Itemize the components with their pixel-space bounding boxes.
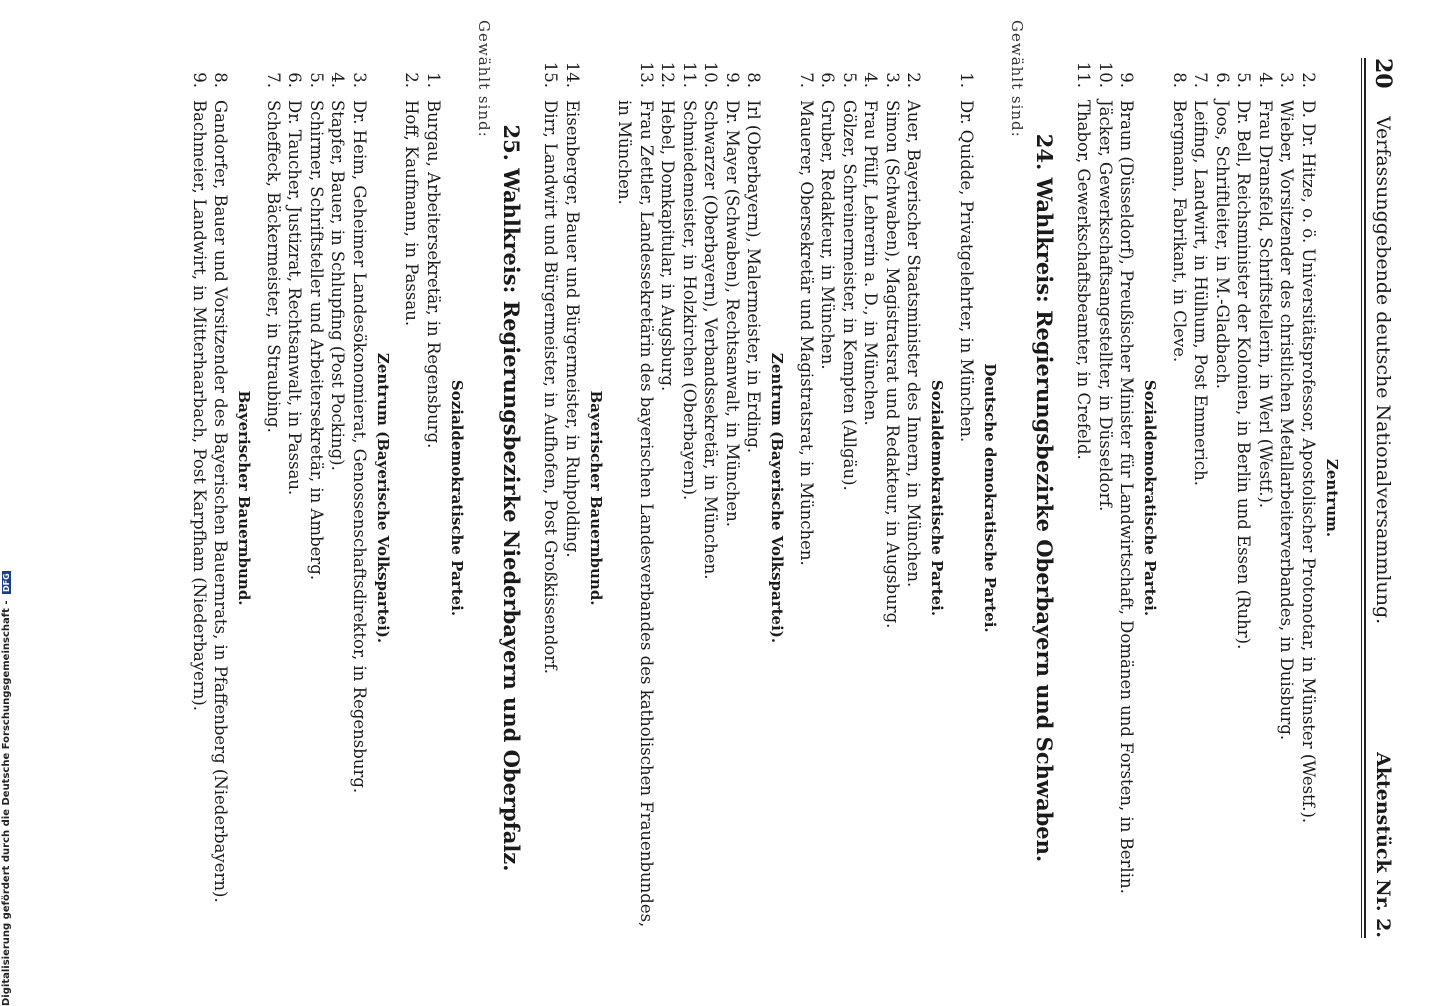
member-entry <box>349 58 371 938</box>
member-entry <box>956 58 978 938</box>
entry-text: Leifing, Landwirt, in Hülhum, Post Emmerich. <box>1191 100 1211 486</box>
member-entry <box>540 58 562 938</box>
member-entry <box>327 58 349 938</box>
member-entry <box>796 58 818 938</box>
entry-text: Eisenberger, Bauer und Bürgermeister, in Ruhpolding. <box>563 100 582 558</box>
member-entry <box>1255 58 1277 938</box>
entry-number: 2. <box>1299 72 1318 88</box>
entry-number: 9. <box>723 72 742 88</box>
party-heading: Zentrum (Bayerische Volkspartei). <box>768 352 787 644</box>
entry-number: 9. <box>190 72 209 88</box>
entry-text: Gruber, Redakteur, in München. <box>818 100 838 370</box>
entry-number: 3. <box>350 72 369 88</box>
party-heading: Sozialdemokratische Partei. <box>448 379 466 617</box>
entry-text: Mauerer, Obersekretär und Magistratsrat, in München. <box>797 100 816 566</box>
member-entry <box>679 58 701 938</box>
party-heading: Zentrum (Bayerische Volkspartei). <box>374 352 392 644</box>
member-entry <box>1169 58 1191 938</box>
entry-number: 4. <box>1256 72 1275 88</box>
member-entry <box>1095 58 1117 938</box>
district-24-members <box>540 58 999 938</box>
entry-number: 3. <box>883 72 902 88</box>
member-entry <box>189 58 211 938</box>
member-entry <box>562 58 584 938</box>
entry-number: 7. <box>1191 72 1211 88</box>
member-entry <box>882 58 904 938</box>
district-25-heading: 25. Wahlkreis: Regierungsbezirke Niederbayern und Oberpfalz. <box>499 124 524 872</box>
entry-number: 5. <box>840 72 859 88</box>
entry-text: Bachmeier, Landwirt, in Mitterhaarbach, Post Karpfham (Niederbayern). <box>190 100 209 712</box>
entry-text: Dr. Heim, Geheimer Landesökonomierat, Genossenschaftsdirektor, in Regensburg. <box>350 100 369 794</box>
entry-text: D. Dr. Hitze, o. ö. Universitätsprofessor, Apostolischer Protonotar, in Münster (Westf.). <box>1299 100 1318 824</box>
entry-text: Gandorfer, Bauer und Vorsitzender des Bayerischen Bauernrats, in Pfaffenberg (Niederbayern). <box>211 100 231 903</box>
entry-text: Gölzer, Schreinermeister, in Kempten (Allgäu). <box>840 100 859 491</box>
entry-number: 15. <box>541 61 561 88</box>
party-heading: Bayerischer Bauernbund. <box>587 390 605 606</box>
member-entry <box>1116 58 1138 938</box>
entry-number: 6. <box>1213 72 1232 88</box>
entry-text: Wieber, Vorsitzender des christlichen Metallarbeiterverbandes, in Duisburg. <box>1277 100 1297 741</box>
page-number: 20 <box>1370 58 1396 89</box>
member-entry <box>263 58 285 938</box>
entry-number: 9. <box>1117 72 1137 88</box>
entry-text: Auer, Bayerischer Staatsminister des Innern, in München. <box>904 100 924 588</box>
party-heading: Bayerischer Bauernbund. <box>235 390 254 606</box>
section-continued <box>1073 58 1341 938</box>
member-entry <box>614 58 657 938</box>
member-entry <box>700 58 722 938</box>
entry-number: 7. <box>264 72 283 88</box>
entry-text: Frau Pfülf, Lehrerin a. D., in München. <box>861 100 881 426</box>
entry-text: Dr. Bell, Reichsminister der Kolonien, in Berlin und Essen (Ruhr). <box>1234 100 1254 650</box>
entry-number: 12. <box>658 61 678 88</box>
entry-number: 4. <box>861 72 881 88</box>
entry-number: 8. <box>744 72 764 88</box>
entry-number: 6. <box>818 72 838 88</box>
header-rule <box>1364 58 1366 938</box>
running-title: Verfassunggebende deutsche Nationalversammlung. <box>1372 116 1394 625</box>
member-entry <box>1073 58 1095 938</box>
member-entry <box>860 58 882 938</box>
district-25-members <box>189 58 467 938</box>
entry-number: 5. <box>1234 72 1254 88</box>
entry-text: Hebel, Domkapitular, in Augsburg. <box>658 100 678 392</box>
member-entry <box>903 58 925 938</box>
party-heading: Zentrum. <box>1323 458 1341 538</box>
entry-number: 6. <box>285 72 305 88</box>
entry-text: Joos, Schriftleiter, in M.-Gladbach. <box>1213 100 1232 390</box>
entry-text: Dr. Mayer (Schwaben), Rechtsanwalt, in München. <box>723 100 742 527</box>
entry-text: Braun (Düsseldorf), Preußischer Minister für Landwirtschaft, Domänen und Forsten, in Berlin. <box>1117 100 1137 894</box>
party-heading: Deutsche demokratische Partei. <box>981 363 999 633</box>
entry-text: Irl (Oberbayern), Malermeister, in Erding. <box>744 100 764 454</box>
entry-number: 4. <box>328 72 348 88</box>
party-heading: Sozialdemokratische Partei. <box>928 379 947 617</box>
dfg-logo: DFG <box>2 573 11 592</box>
page-body <box>189 20 1351 938</box>
entry-number: 8. <box>211 72 231 88</box>
entry-text: Frau Dransfeld, Schriftstellerin, in Werl (Westf.). <box>1256 100 1275 509</box>
entry-text: Scheffeck, Bäckermeister, in Straubing. <box>264 100 283 433</box>
party-heading: Sozialdemokratische Partei. <box>1141 379 1160 617</box>
member-entry <box>657 58 679 938</box>
member-entry <box>306 58 328 938</box>
entry-text: Frau Zettler, Landessekretärin des bayerischen Landesverbandes des katholischen Frauenbundes, in München. <box>615 100 656 928</box>
district-24-heading: 24. Wahlkreis: Regierungsbezirke Oberbayern und Schwaben. <box>1032 133 1057 863</box>
member-entry <box>817 58 839 938</box>
entry-number: 2. <box>402 72 422 88</box>
entry-text: Simon (Schwaben), Magistratsrat und Redakteur, in Augsburg. <box>883 100 902 629</box>
member-entry <box>1298 58 1320 938</box>
entry-text: Bergmann, Fabrikant, in Cleve. <box>1170 100 1189 363</box>
member-entry <box>1233 58 1255 938</box>
member-entry <box>1190 58 1212 938</box>
entry-text: Dr. Quidde, Privatgelehrter, in München. <box>957 100 976 443</box>
entry-text: Burgau, Arbeitersekretär, in Regensburg. <box>424 100 443 449</box>
page-header <box>1366 58 1396 938</box>
entry-number: 7. <box>797 72 816 88</box>
entry-text: Schmiedemeister, in Holzkirchen (Oberbayern). <box>680 100 699 501</box>
entry-number: 3. <box>1277 72 1297 88</box>
digitization-footer <box>1 571 12 1006</box>
member-entry <box>401 58 423 938</box>
entry-number: 11. <box>1074 61 1094 88</box>
district-25-elected-label: Gewählt sind: <box>475 20 493 138</box>
district-24-elected-label: Gewählt sind: <box>1008 20 1026 138</box>
entry-text: Stapfer, Bauer, in Schlupfing (Post Pocking). <box>328 100 348 471</box>
entry-number: 10. <box>701 61 721 88</box>
member-entry <box>284 58 306 938</box>
entry-text: Schwarzer (Oberbayern), Verbandssekretär, in München. <box>701 100 721 580</box>
document-reference: Aktenstück Nr. 2. <box>1372 752 1394 938</box>
member-entry <box>839 58 861 938</box>
entry-text: Jäcker, Gewerkschaftsangestellter, in Düsseldorf. <box>1096 100 1115 512</box>
entry-text: Dirr, Landwirt und Bürgermeister, in Aufhofen, Post Großkissendorf. <box>541 100 561 674</box>
member-entry <box>743 58 765 938</box>
footer-text: Digitalisierung gefördert durch die Deutsche Forschungsgemeinschaft - <box>1 600 12 1006</box>
header-rule-thin <box>1361 58 1362 938</box>
member-entry <box>210 58 232 938</box>
member-entry <box>1276 58 1298 938</box>
entry-number: 10. <box>1096 61 1115 88</box>
entry-text: Dr. Taucher, Justizrat, Rechtsanwalt, in Passau. <box>285 100 305 496</box>
entry-number: 13. <box>637 61 656 88</box>
entry-number: 14. <box>563 61 582 88</box>
entry-number: 5. <box>307 72 326 88</box>
entry-text: Hoff, Kaufmann, in Passau. <box>402 100 422 327</box>
member-entry <box>1212 58 1234 938</box>
entry-number: 11. <box>680 61 699 88</box>
member-entry <box>423 58 445 938</box>
entry-text: Schirmer, Schriftsteller und Arbeitersekretär, in Amberg. <box>307 100 326 581</box>
entry-number: 1. <box>957 72 976 88</box>
entry-number: 1. <box>424 72 443 88</box>
member-entry <box>722 58 744 938</box>
entry-text: Thabor, Gewerkschaftsbeamter, in Crefeld. <box>1074 100 1094 460</box>
entry-number: 2. <box>904 72 924 88</box>
entry-number: 8. <box>1170 72 1189 88</box>
